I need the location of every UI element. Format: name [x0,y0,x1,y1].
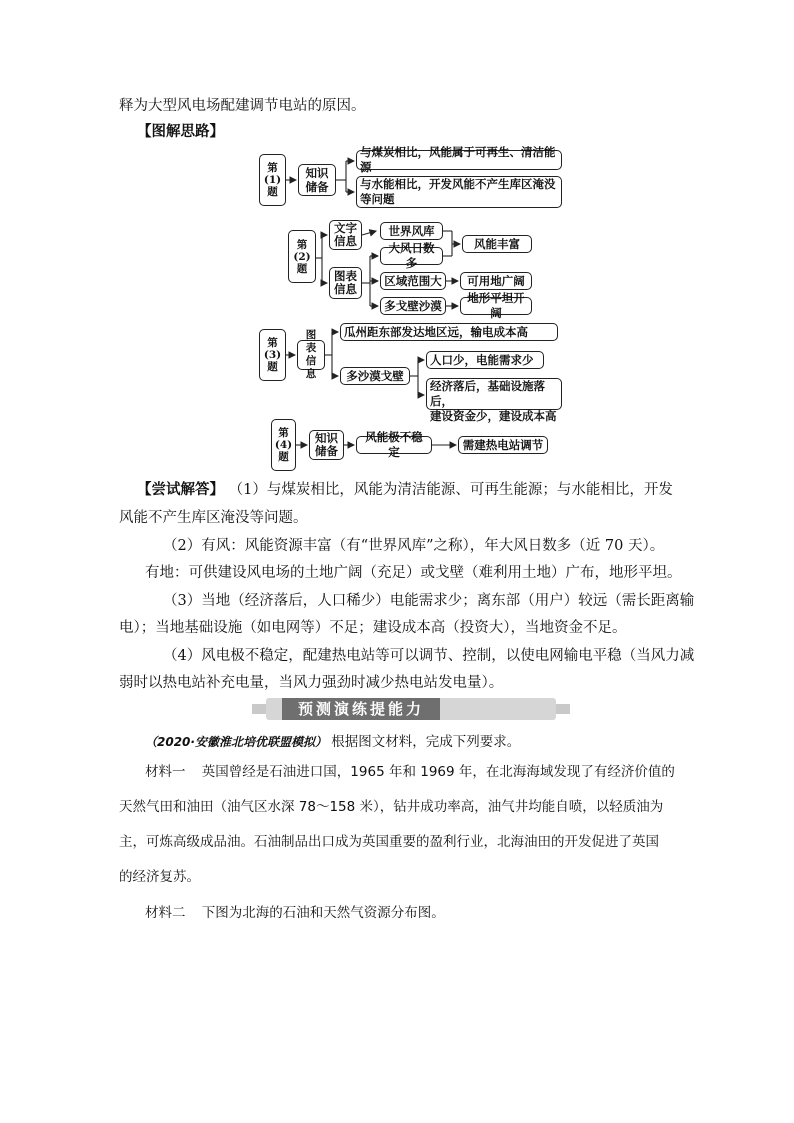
q3-chart-info-box: 图表信息 [297,340,325,370]
q2-label-box: 第(2)题 [288,230,316,283]
q2-large-area-box: 区域范围大 [380,272,446,290]
q4-knowledge-box: 知识储备 [309,430,344,460]
question-prompt: 根据图文材料，完成下列要求。 [331,734,521,750]
section-banner [252,698,570,720]
material-1-label: 材料一 [145,764,186,780]
q2-usable-land-box: 可用地广阔 [460,272,532,290]
material-2-text: 下图为北海的石油和天然气资源分布图。 [201,905,445,921]
q3-few-people-box: 人口少，电能需求少 [426,351,544,369]
q3-label-box: 第(3)题 [259,329,286,381]
material-1-line-1: 英国曾经是石油进口国，1965 年和 1969 年，在北海海域发现了有经济价值的 [201,764,675,780]
q2-chart-info-box: 图表信息 [329,267,362,299]
material-1-line-4: 的经济复苏。 [119,869,200,885]
q4-thermal-box: 需建热电站调节 [458,436,548,454]
intro-line: 释为大型风电场配建调节电站的原因。 [119,98,366,114]
material-1-first-line [145,762,675,782]
material-1-line-2: 天然气田和油田（油气区水深 78～158 米），钻井成功率高，油气井均能自喷，以轻质油为 [119,799,664,815]
question-intro [145,732,520,752]
q2-flat-terrain-box: 地形平坦开阔 [460,297,532,315]
q3-backward-line-b: 建设资金少，建设成本高 [430,409,557,423]
answer-p1-second-line: 风能不产生库区淹没等问题。 [119,510,308,526]
answer-p5-first-line: （4）风电极不稳定，配建热电站等可以调节、控制，以使电网输电平稳（当风力减 [163,648,695,664]
banner-title: 预测演练提能力 [282,698,440,720]
q3-gobi-box: 多沙漠戈壁 [340,367,410,385]
q1-knowledge-box: 知识储备 [298,164,336,196]
answer-paragraph-1 [137,480,673,500]
q3-backward-box [426,378,562,423]
q3-backward-line-a: 经济落后，基础设施落后， [430,379,545,408]
answer-p2: （2）有风：风能资源丰富（有“世界风库”之称），年大风日数多（近 70 天）。 [163,538,665,554]
q1-item-a-text: 与煤炭相比，风能属于可再生、清洁能源 [360,145,556,174]
diagram-connectors [0,0,794,480]
q3-far-east-box: 瓜州距东部发达地区远，输电成本高 [340,323,558,341]
q2-world-wind-box: 世界风库 [380,222,443,240]
material-1-line-3: 主，可炼高级成品油。石油制品出口成为英国重要的盈利行业，北海油田的开发促进了英国 [119,834,659,850]
answer-heading: 【尝试解答】 [137,481,224,498]
answer-p5-second-line: 弱时以热电站补充电量，当风力强劲时减少热电站发电量）。 [119,675,504,691]
thinking-diagram [0,0,794,480]
answer-p4-first-line: （3）当地（经济落后，人口稀少）电能需求少；离东部（用户）较远（需长距离输 [163,593,695,609]
diagram-heading: 【图解思路】 [137,123,224,140]
q2-text-info-box: 文字信息 [329,220,362,250]
q4-unstable-box: 风能极不稳定 [356,436,432,454]
q1-label-box: 第(1)题 [259,154,286,206]
q2-gobi-box: 多戈壁沙漠 [380,297,446,315]
q4-label-box: 第(4)题 [271,419,296,471]
q2-windy-days-box: 大风日数多 [380,247,443,265]
answer-p3: 有地：可供建设风电场的土地广阔（充足）或戈壁（难利用土地）广布，地形平坦。 [145,565,682,581]
material-2-line [145,903,445,923]
q1-item-a-box [356,145,562,174]
q1-item-b-box: 与水能相比，开发风能不产生库区淹没等问题 [356,176,562,208]
material-2-label: 材料二 [145,905,186,921]
answer-p4-second-line: 电）；当地基础设施（如电网等）不足；建设成本高（投资大），当地资金不足。 [119,620,627,636]
q2-rich-wind-box: 风能丰富 [462,235,532,253]
question-source: （2020·安徽淮北培优联盟模拟） [145,735,327,749]
answer-p1-first-line: （1）与煤炭相比，风能为清洁能源、可再生能源；与水能相比，开发 [228,482,673,498]
